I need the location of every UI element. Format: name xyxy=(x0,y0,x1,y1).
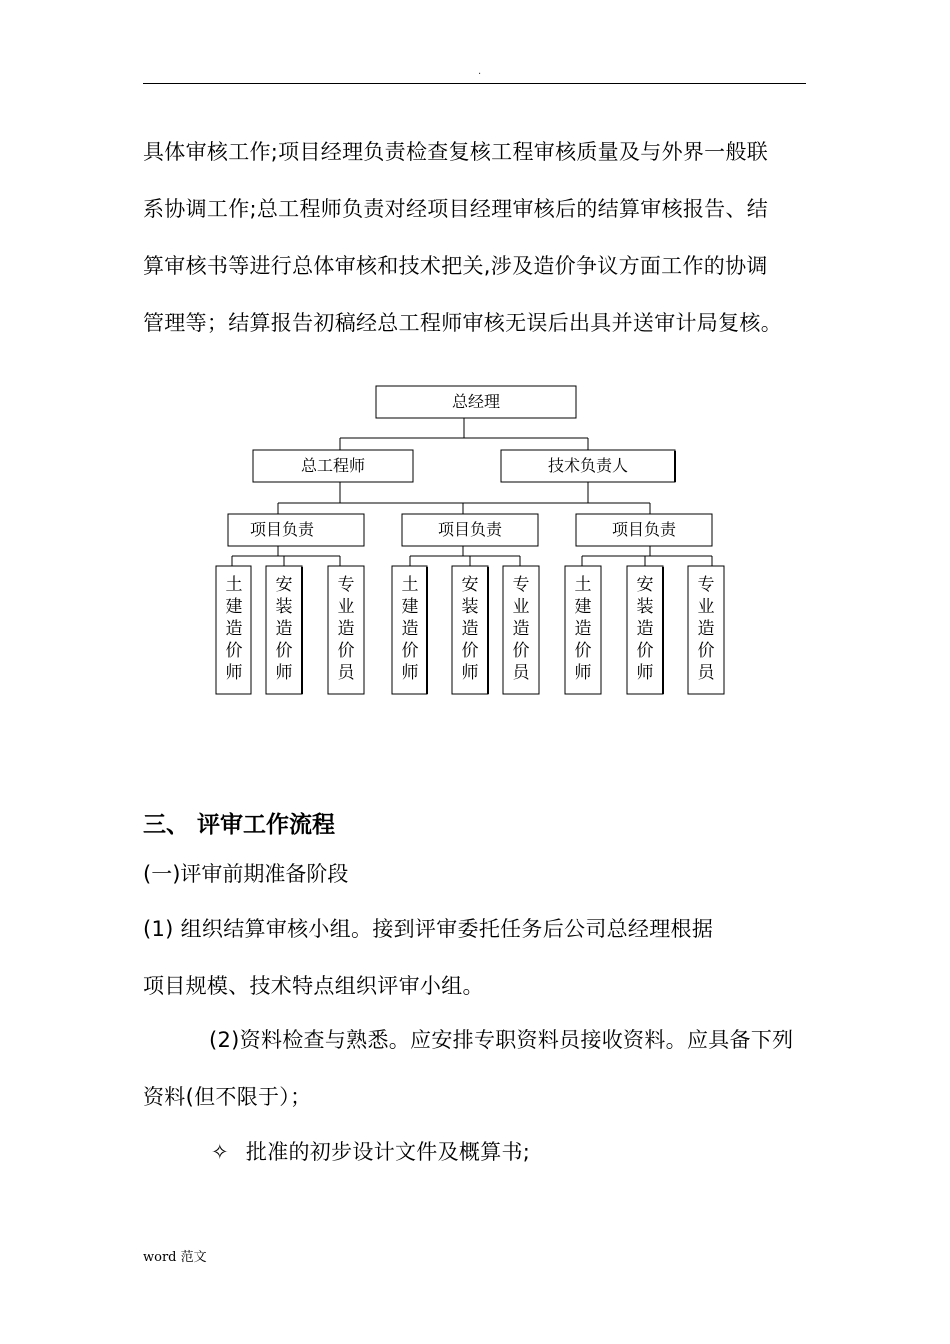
org-node-project-lead-2 xyxy=(402,514,538,546)
bullet-star-icon: ✧ xyxy=(211,1140,229,1164)
org-node-chief-engineer xyxy=(253,450,413,482)
bullet-text: 批准的初步设计文件及概算书; xyxy=(245,1140,531,1164)
item-1-line-1: (1) 组织结算审核小组。接到评审委托任务后公司总经理根据 xyxy=(143,917,714,941)
section-subheading: (一)评审前期准备阶段 xyxy=(143,862,349,886)
org-leaf-2-1: 土建造价师 xyxy=(401,575,419,683)
header-mark: . xyxy=(478,66,482,77)
org-leaf-1-3: 专业造价员 xyxy=(337,575,355,683)
intro-line-2: 系协调工作;总工程师负责对经项目经理审核后的结算审核报告、结 xyxy=(143,197,769,221)
org-node-project-lead-2-label: 项目负责 xyxy=(437,520,503,539)
org-leaf-3-1: 土建造价师 xyxy=(574,575,592,683)
org-node-root xyxy=(376,386,576,418)
org-node-project-lead-3-label: 项目负责 xyxy=(611,520,677,539)
org-leaf-1-2: 安装造价师 xyxy=(275,575,293,683)
footer-label: word 范文 xyxy=(143,1250,207,1265)
item-2-line-2: 资料(但不限于）； xyxy=(143,1085,312,1109)
item-2-line-1: (2)资料检查与熟悉。应安排专职资料员接收资料。应具备下列 xyxy=(209,1028,794,1052)
org-node-tech-lead xyxy=(501,450,675,482)
org-leaf-1-1: 土建造价师 xyxy=(225,575,243,683)
org-node-tech-lead-label: 技术负责人 xyxy=(547,456,629,475)
org-leaf-3-2: 安装造价师 xyxy=(636,575,654,683)
bullet-item xyxy=(211,1137,530,1167)
org-node-project-lead-1 xyxy=(228,514,364,546)
section-heading: 三、 评审工作流程 xyxy=(143,812,336,838)
org-node-root-label: 总经理 xyxy=(451,392,501,411)
intro-line-3: 算审核书等进行总体审核和技术把关,涉及造价争议方面工作的协调 xyxy=(143,254,768,278)
org-leaf-2-2: 安装造价师 xyxy=(461,575,479,683)
org-leaf-3-3: 专业造价员 xyxy=(697,575,715,683)
item-1-line-2: 项目规模、技术特点组织评审小组。 xyxy=(143,974,484,998)
intro-line-1: 具体审核工作;项目经理负责检查复核工程审核质量及与外界一般联 xyxy=(143,140,769,164)
intro-line-4: 管理等；结算报告初稿经总工程师审核无误后出具并送审计局复核。 xyxy=(143,311,782,335)
org-node-project-lead-1-label: 项目负责 xyxy=(249,520,315,539)
org-node-chief-engineer-label: 总工程师 xyxy=(300,456,366,475)
org-leaf-2-3: 专业造价员 xyxy=(512,575,530,683)
org-node-project-lead-3 xyxy=(576,514,712,546)
